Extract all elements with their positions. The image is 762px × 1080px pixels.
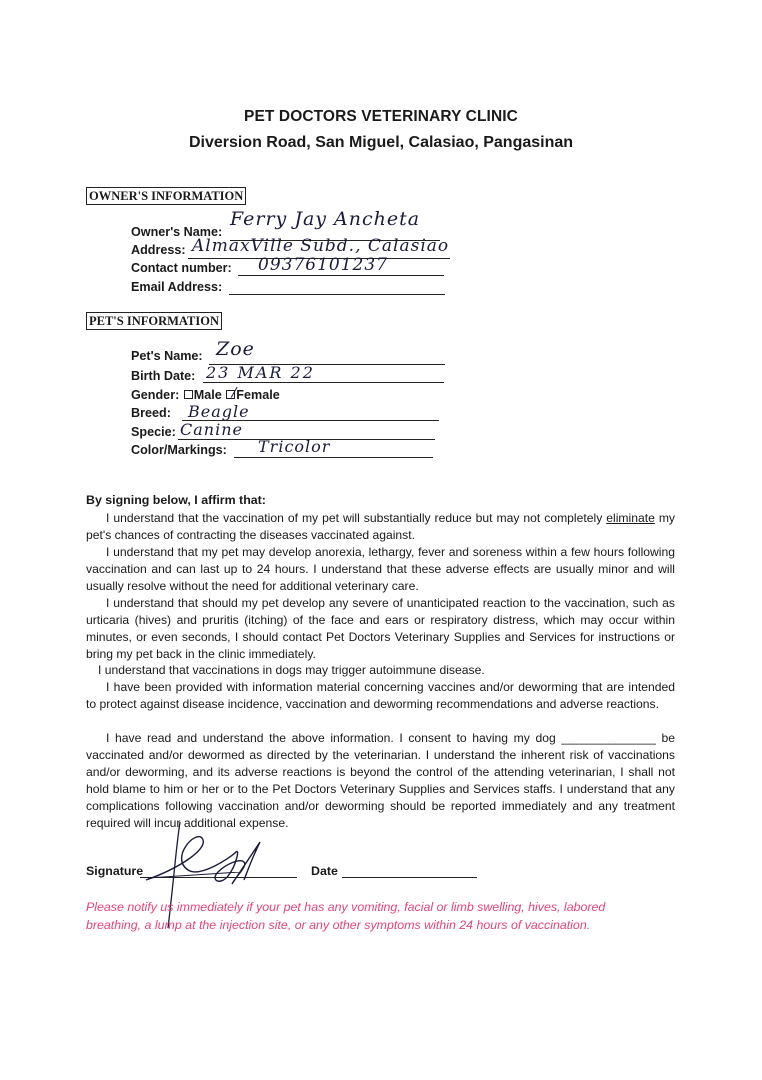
p1-start: I understand that the vaccination of my pet will substantially reduce but may not completely	[106, 511, 607, 525]
contact-number-line[interactable]	[238, 275, 444, 276]
clinic-address: Diversion Road, San Miguel, Calasiao, Pangasinan	[188, 134, 574, 151]
consent-paragraph-1	[86, 510, 675, 544]
color-markings-value: Tricolor	[258, 437, 331, 456]
specie-value: Canine	[180, 420, 243, 439]
pet-section-title: PET'S INFORMATION	[86, 312, 222, 330]
owner-name-value: Ferry Jay Ancheta	[230, 208, 421, 230]
breed-value: Beagle	[188, 402, 250, 421]
birth-date-value: 23 MAR 22	[206, 363, 315, 382]
post-vaccination-notice: Please notify us immediately if your pet has any vomiting, facial or limb swelling, hives, labored breathing, a lump at the injection site, or any other symptoms within 24 hours of vaccination.	[86, 900, 606, 932]
gender-row	[131, 388, 280, 403]
female-checkbox[interactable]	[226, 390, 235, 399]
consent-paragraph-2: I understand that my pet may develop anorexia, lethargy, fever and soreness within a few hours following vaccination and can last up to 24 hours. I understand that these adverse effects are usually minor and will usually resolve without the need for additional veterinary care.	[86, 545, 675, 593]
email-address-line[interactable]	[229, 294, 445, 295]
email-address-label: Email Address:	[131, 280, 223, 294]
owner-address-value: AlmaxVille Subd., Calasiao	[192, 236, 450, 256]
p1-end: my pet's chances of contracting the diseases vaccinated against.	[86, 511, 675, 542]
color-markings-label: Color/Markings:	[131, 443, 227, 457]
owner-section-title: OWNER'S INFORMATION	[86, 187, 246, 205]
male-option-label: Male	[193, 388, 222, 402]
consent-paragraph-4: I understand that vaccinations in dogs may trigger autoimmune disease.	[98, 663, 485, 677]
birth-date-label: Birth Date:	[131, 369, 196, 383]
affirm-title: By signing below, I affirm that:	[86, 493, 266, 507]
specie-label: Specie:	[131, 425, 176, 439]
birth-date-line[interactable]	[203, 382, 444, 383]
consent-paragraph-5: I have been provided with information material concerning vaccines and/or deworming that are intended to protect against disease incidence, vaccination and deworming recommendations and adverse reactions.	[86, 680, 675, 711]
date-line[interactable]	[342, 877, 477, 878]
owner-address-label: Address:	[131, 243, 186, 257]
male-checkbox[interactable]	[184, 390, 193, 399]
pet-name-value: Zoe	[216, 338, 255, 360]
signature-label: Signature	[86, 864, 144, 878]
contact-number-label: Contact number:	[131, 261, 232, 275]
p1-underlined-word: eliminate	[606, 511, 655, 525]
color-markings-line[interactable]	[234, 457, 433, 458]
female-option-label: Female	[236, 388, 280, 402]
pet-name-label: Pet's Name:	[131, 349, 203, 363]
clinic-name: PET DOCTORS VETERINARY CLINIC	[244, 108, 518, 125]
contact-number-value: 09376101237	[258, 255, 388, 275]
breed-label: Breed:	[131, 406, 171, 420]
date-label: Date	[311, 864, 338, 878]
consent-paragraph-6: I have read and understand the above information. I consent to having my dog ______________ be vaccinated and/or dewormed as directed by the veterinarian. I understand the inherent risk of vaccinations and/or deworming, and its adverse reactions is beyond the control of the attending veterinarian, I shall not hold blame to him or her or to the Pet Doctors Veterinary Supplies and Services staffs. I understand that any complications following vaccination and/or deworming should be reported immediately and any treatment required will incur additional expense.	[86, 731, 675, 830]
gender-label: Gender:	[131, 388, 180, 402]
owner-name-label: Owner's Name:	[131, 225, 223, 239]
consent-paragraph-3: I understand that should my pet develop any severe of unanticipated reaction to the vaccination, such as urticaria (hives) and pruritis (itching) of the face and ears or respiratory distress, which may occur within minutes, or even seconds, I should contact Pet Doctors Veterinary Supplies and Services for instructions or bring my pet back in the clinic immediately.	[86, 596, 675, 661]
